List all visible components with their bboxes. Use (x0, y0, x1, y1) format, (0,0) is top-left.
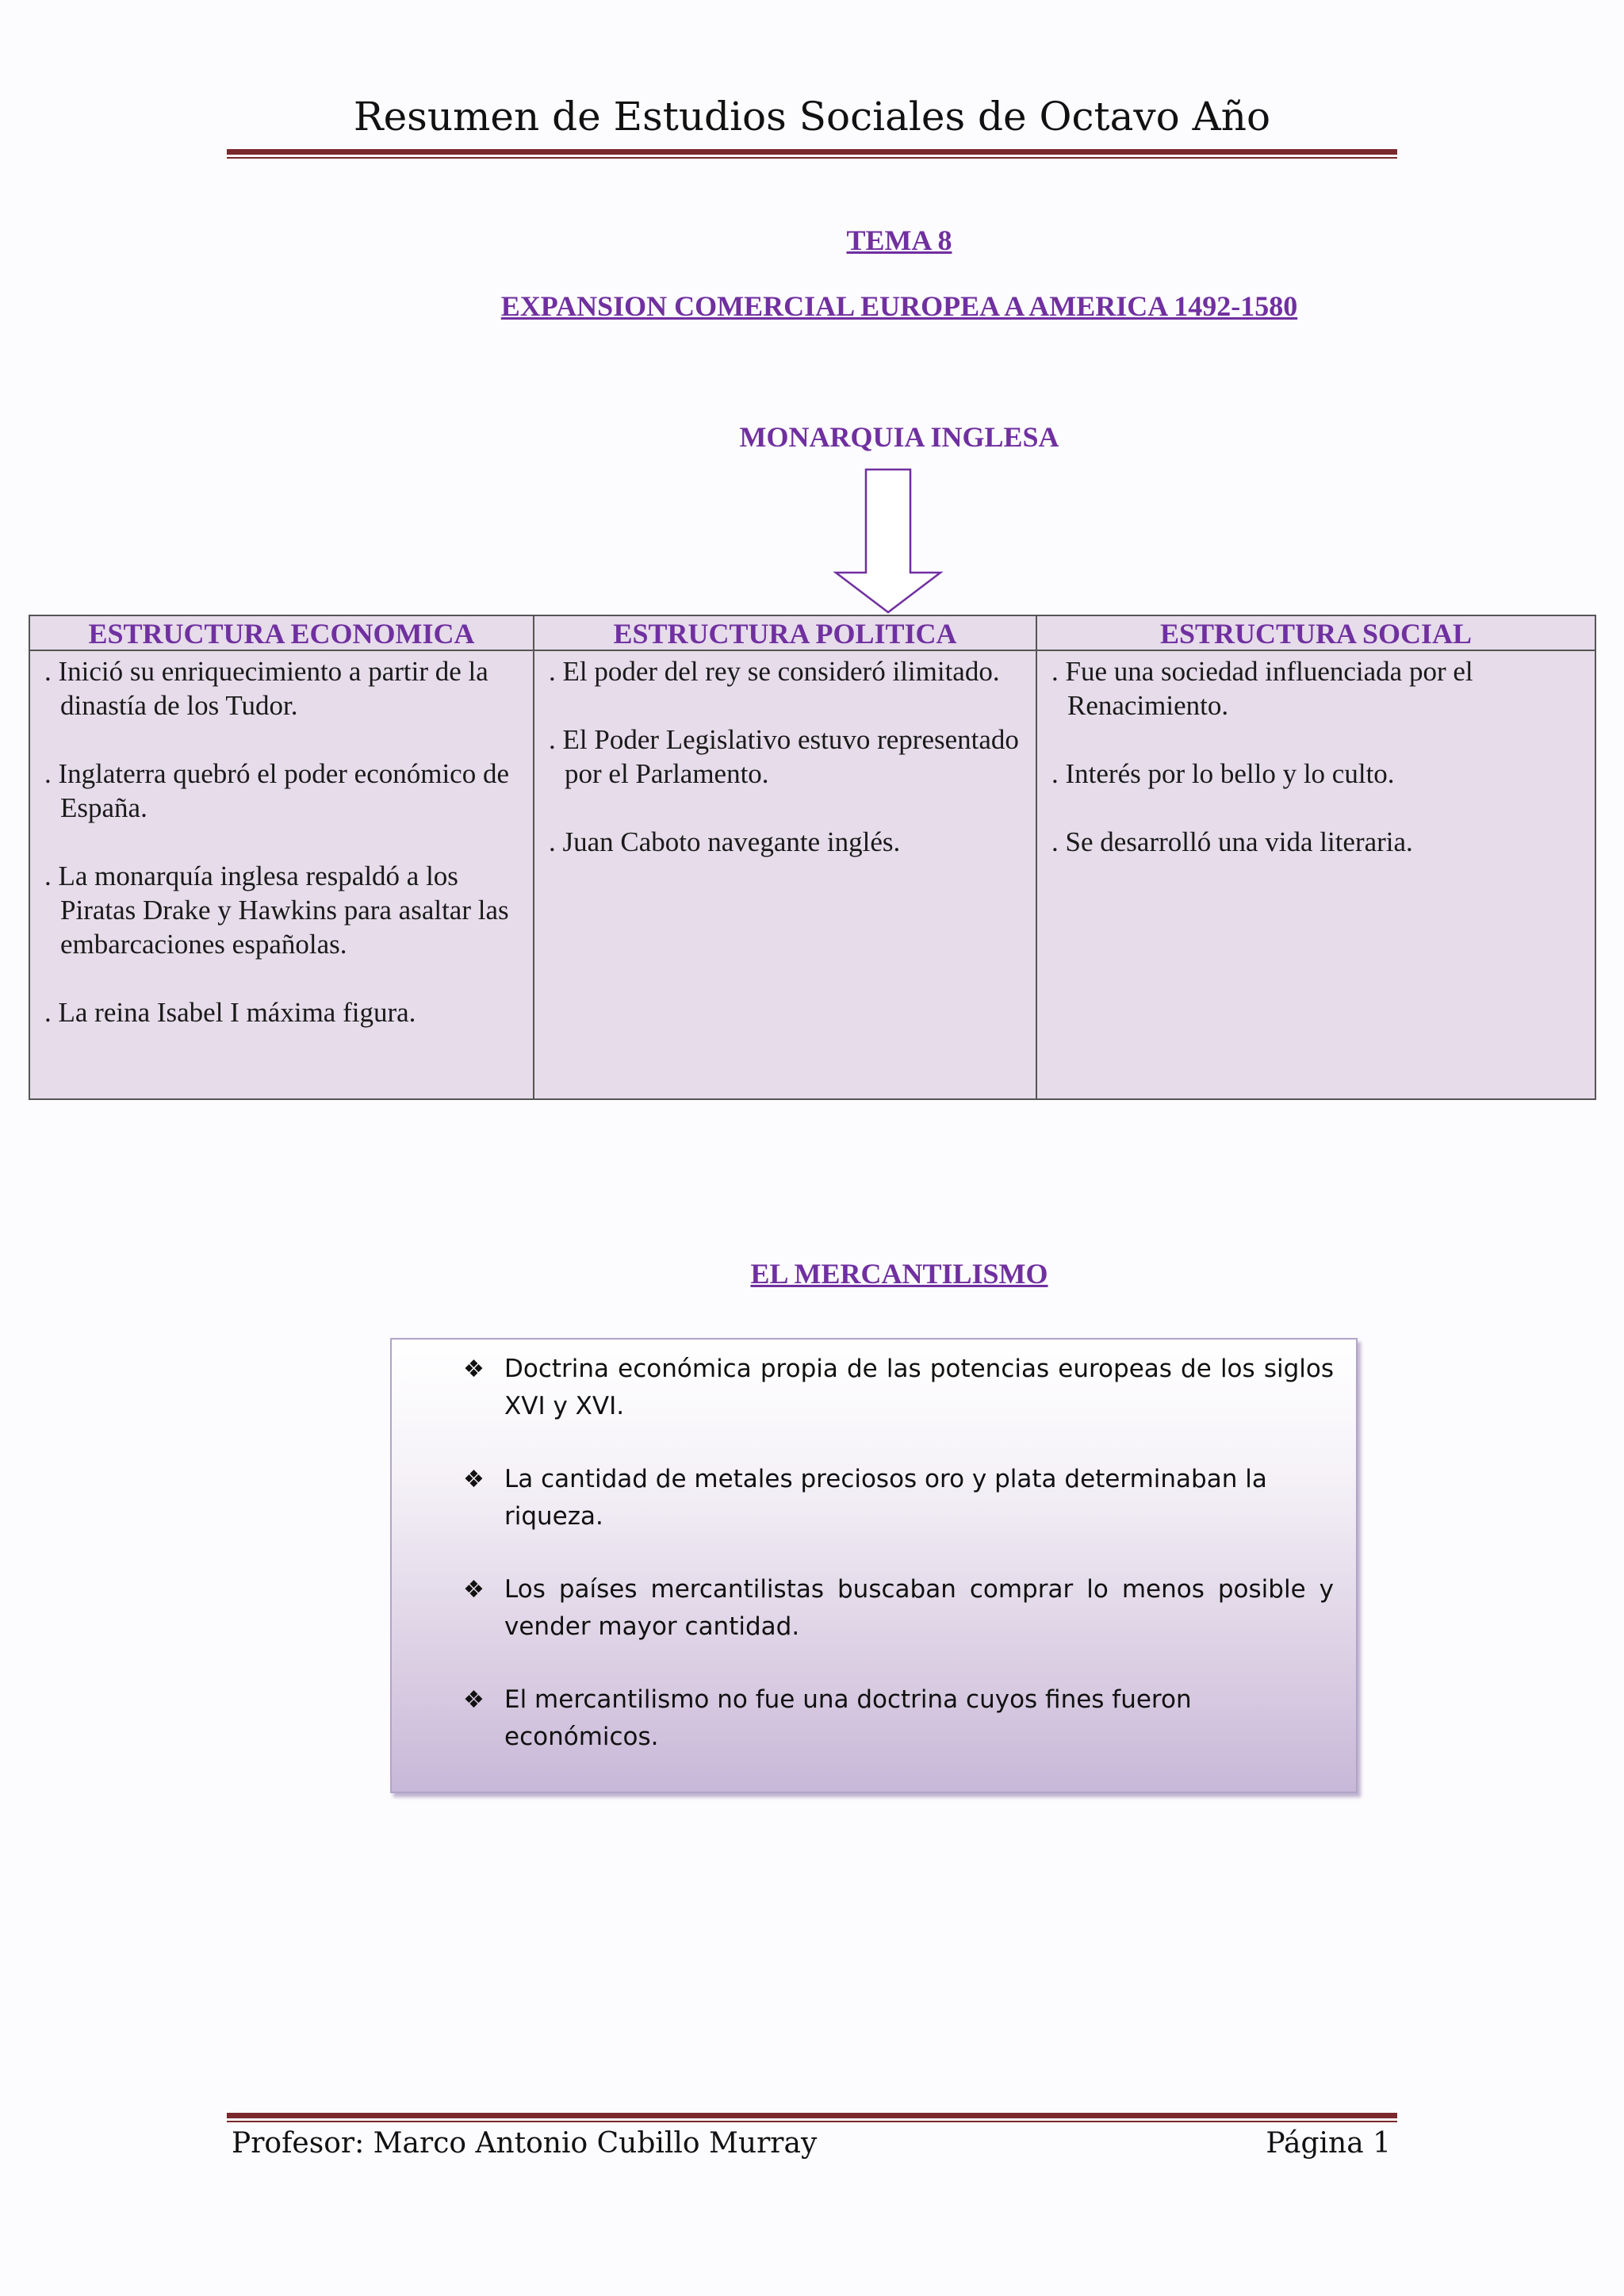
list-item: . Interés por lo bello y lo culto. (1051, 758, 1395, 789)
header-title: Resumen de Estudios Sociales de Octavo Año (353, 94, 1271, 140)
column-politica (533, 616, 1036, 1098)
header-rule (227, 149, 1397, 159)
list-item: . La reina Isabel I máxima figura. (44, 997, 416, 1028)
list-item: . Juan Caboto navegante inglés. (549, 826, 901, 857)
diamond-bullet-icon: ❖ (463, 1686, 485, 1714)
list-item (463, 1351, 1334, 1425)
list-item: . Fue una sociedad influenciada por el Renacimiento. (1051, 656, 1473, 721)
list-item-text: La cantidad de metales preciosos oro y plata determinaban la riqueza. (504, 1465, 1267, 1531)
topic-title: EXPANSION COMERCIAL EUROPEA A AMERICA 1492-1580 (500, 290, 1298, 322)
list-item-text: El mercantilismo no fue una doctrina cuyos fines fueron económicos. (504, 1685, 1192, 1751)
list-item: . Inglaterra quebró el poder económico de España. (44, 758, 509, 823)
mercantilismo-box (390, 1338, 1358, 1793)
column-social (1036, 616, 1595, 1098)
footer-author: Profesor: Marco Antonio Cubillo Murray (232, 2127, 818, 2160)
list-item-text: Doctrina económica propia de las potencias europeas de los siglos XVI y XVI. (504, 1355, 1334, 1420)
list-item: . El Poder Legislativo estuvo representado por el Parlamento. (549, 724, 1019, 789)
tema-heading: TEMA 8 (846, 224, 952, 256)
list-item: . Se desarrolló una vida literaria. (1051, 826, 1413, 857)
list-item-text: Los países mercantilistas buscaban comprar lo menos posible y vender mayor cantidad. (504, 1575, 1334, 1641)
diamond-bullet-icon: ❖ (463, 1576, 485, 1604)
list-item (463, 1571, 1334, 1646)
column-heading: ESTRUCTURA ECONOMICA (30, 616, 533, 651)
list-item: . Inició su enriquecimiento a partir de la dinastía de los Tudor. (44, 656, 488, 721)
column-economica (30, 616, 533, 1098)
list-item (463, 1461, 1334, 1535)
monarquia-heading: MONARQUIA INGLESA (739, 421, 1059, 453)
footer-rule (227, 2113, 1397, 2122)
column-heading: ESTRUCTURA POLITICA (534, 616, 1036, 651)
page-number: Página 1 (1266, 2127, 1391, 2160)
list-item (463, 1681, 1334, 1756)
diamond-bullet-icon: ❖ (463, 1355, 485, 1383)
column-heading: ESTRUCTURA SOCIAL (1037, 616, 1595, 651)
diamond-bullet-icon: ❖ (463, 1466, 485, 1493)
mercantilismo-heading: EL MERCANTILISMO (750, 1258, 1048, 1290)
list-item: . El poder del rey se consideró ilimitado. (549, 656, 1000, 687)
structure-table (29, 615, 1596, 1100)
list-item: . La monarquía inglesa respaldó a los Piratas Drake y Hawkins para asaltar las embarcaciones españolas. (44, 861, 509, 960)
down-arrow-icon (833, 468, 944, 615)
